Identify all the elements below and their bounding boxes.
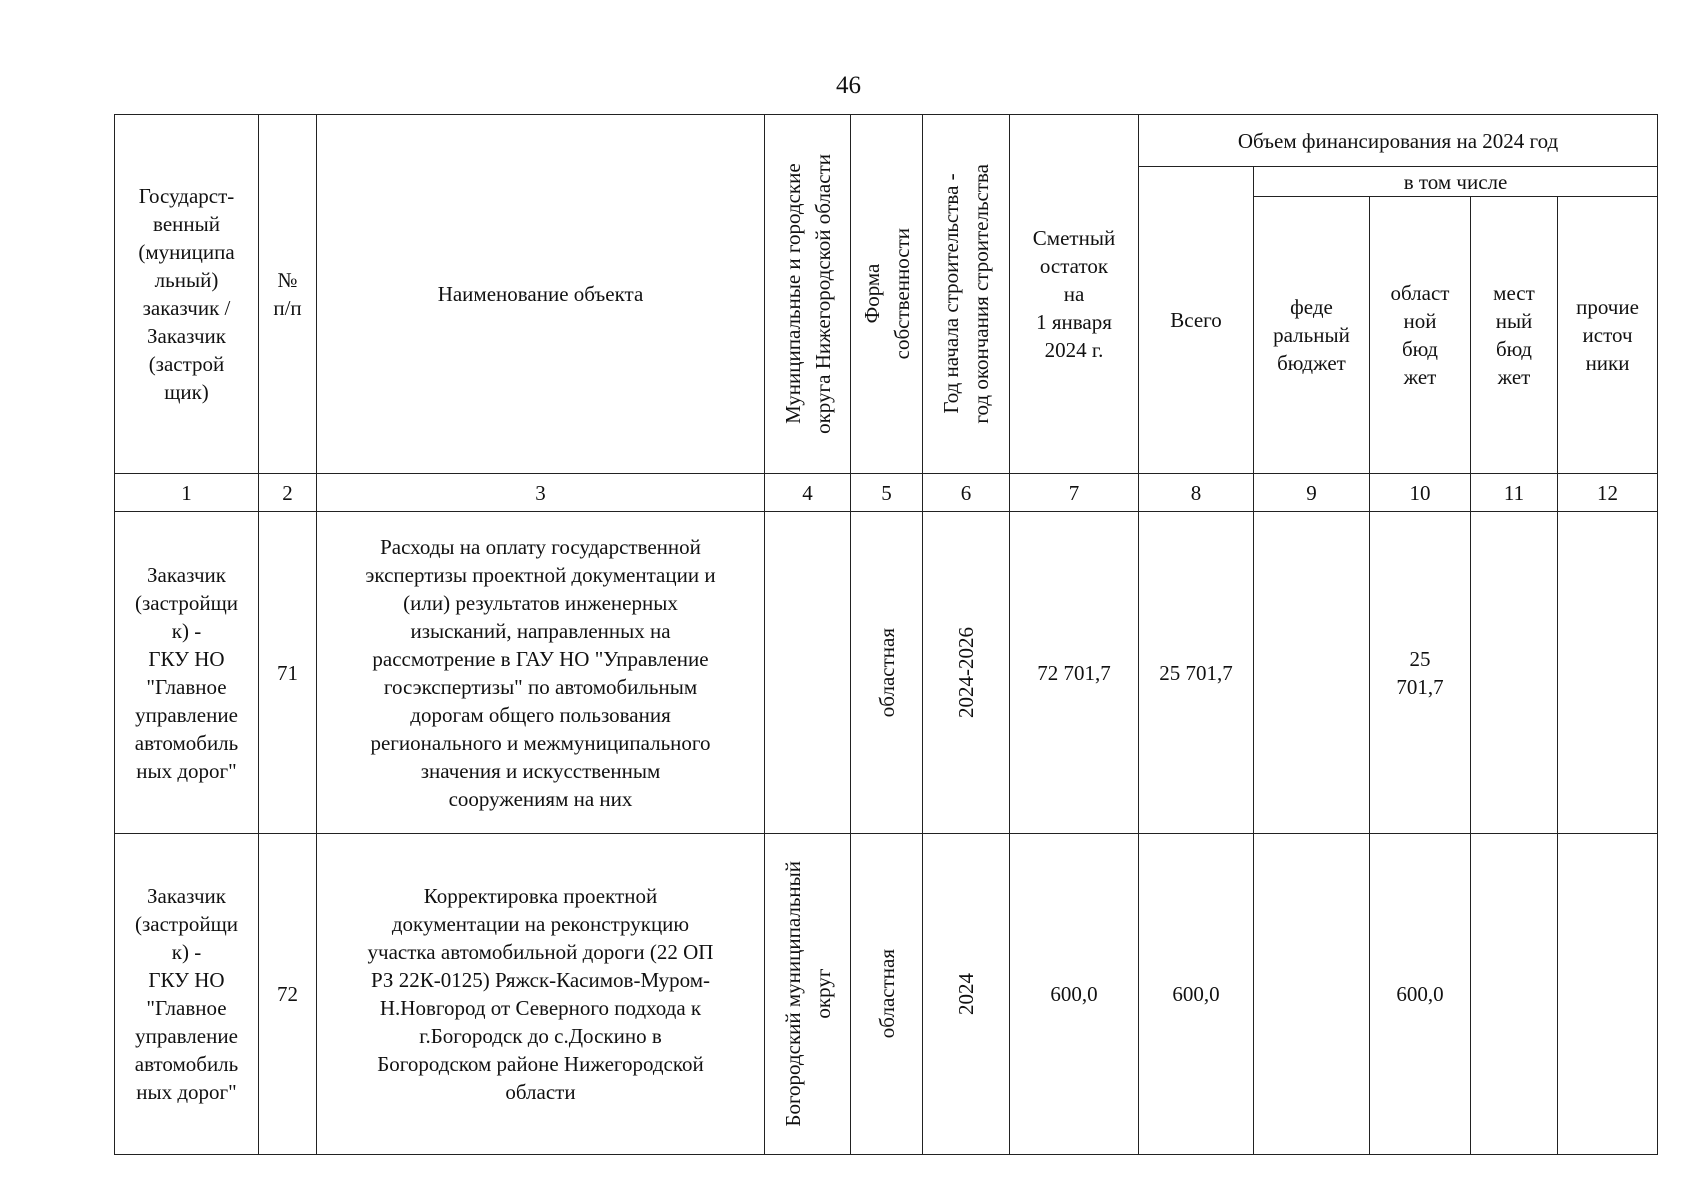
- column-number: 12: [1558, 474, 1658, 512]
- header-estimate: Сметный остаток на 1 января 2024 г.: [1010, 115, 1139, 474]
- row-other: [1558, 834, 1658, 1155]
- row-federal: [1254, 834, 1370, 1155]
- column-number: 2: [259, 474, 317, 512]
- header-total: Всего: [1139, 167, 1254, 474]
- row-customer: Заказчик (застройщи к) - ГКУ НО "Главное управление автомобиль ных дорог": [115, 834, 259, 1155]
- row-other: [1558, 512, 1658, 834]
- column-number: 5: [851, 474, 923, 512]
- header-including: в том числе: [1254, 167, 1658, 197]
- header-object-name: Наименование объекта: [317, 115, 765, 474]
- row-ownership: [851, 512, 923, 834]
- column-number: 9: [1254, 474, 1370, 512]
- row-local: [1471, 512, 1558, 834]
- column-number: 4: [765, 474, 851, 512]
- table-row: [115, 834, 1658, 1155]
- column-number: 7: [1010, 474, 1139, 512]
- row-ownership-text: областная: [874, 949, 899, 1039]
- header-local: мест ный бюд жет: [1471, 197, 1558, 474]
- financing-table: [114, 114, 1658, 1155]
- header-ownership-text: Форма собственности: [859, 228, 914, 360]
- column-number: 10: [1370, 474, 1471, 512]
- row-object-name: Расходы на оплату государственной экспертизы проектной документации и (или) результатов инженерных изысканий, направленных на рассмотрение в ГАУ НО "Управление госэкспертизы" по автомобильным дорогам общего пользования регионального и межмуниципального значения и искусственным сооружениям на них: [317, 512, 765, 834]
- row-number: 71: [259, 512, 317, 834]
- header-funding-title: Объем финансирования на 2024 год: [1139, 115, 1658, 167]
- header-regional: област ной бюд жет: [1370, 197, 1471, 474]
- column-numbers-row: [115, 474, 1658, 512]
- row-customer: Заказчик (застройщи к) - ГКУ НО "Главное управление автомобиль ных дорог": [115, 512, 259, 834]
- header-other: прочие источ ники: [1558, 197, 1658, 474]
- row-ownership-text: областная: [874, 627, 899, 718]
- table-row: [115, 512, 1658, 834]
- row-total: 600,0: [1139, 834, 1254, 1155]
- header-row-1: [115, 115, 1658, 167]
- column-number: 1: [115, 474, 259, 512]
- row-regional: 600,0: [1370, 834, 1471, 1155]
- column-number: 3: [317, 474, 765, 512]
- header-municipality-text: Муниципальные и городские округа Нижегородской области: [780, 154, 835, 434]
- row-regional: 25 701,7: [1370, 512, 1471, 834]
- row-federal: [1254, 512, 1370, 834]
- row-municipality: [765, 834, 851, 1155]
- header-years: [923, 115, 1010, 474]
- row-local: [1471, 834, 1558, 1155]
- header-number: № п/п: [259, 115, 317, 474]
- row-years-text: 2024-2026: [954, 627, 978, 718]
- header-customer: Государст- венный (муниципа льный) заказчик / Заказчик (застрой щик): [115, 115, 259, 474]
- row-estimate: 600,0: [1010, 834, 1139, 1155]
- header-federal: феде ральный бюджет: [1254, 197, 1370, 474]
- row-years-text: 2024: [954, 973, 978, 1015]
- row-number: 72: [259, 834, 317, 1155]
- row-estimate: 72 701,7: [1010, 512, 1139, 834]
- header-years-text: Год начала строительства - год окончания строительства: [939, 164, 993, 424]
- row-ownership: [851, 834, 923, 1155]
- column-number: 6: [923, 474, 1010, 512]
- row-object-name: Корректировка проектной документации на реконструкцию участка автомобильной дороги (22 ОП РЗ 22К-0125) Ряжск-Касимов-Муром- Н.Новгород от Северного подхода к г.Богородск до с.Доскино в Богородском районе Нижегородской области: [317, 834, 765, 1155]
- row-years: [923, 512, 1010, 834]
- row-years: [923, 834, 1010, 1155]
- column-number: 8: [1139, 474, 1254, 512]
- header-ownership: [851, 115, 923, 474]
- row-total: 25 701,7: [1139, 512, 1254, 834]
- header-municipality: [765, 115, 851, 474]
- row-municipality: [765, 512, 851, 834]
- row-municipality-text: Богородский муниципальный округ: [780, 861, 835, 1127]
- page-number: 46: [836, 72, 861, 99]
- column-number: 11: [1471, 474, 1558, 512]
